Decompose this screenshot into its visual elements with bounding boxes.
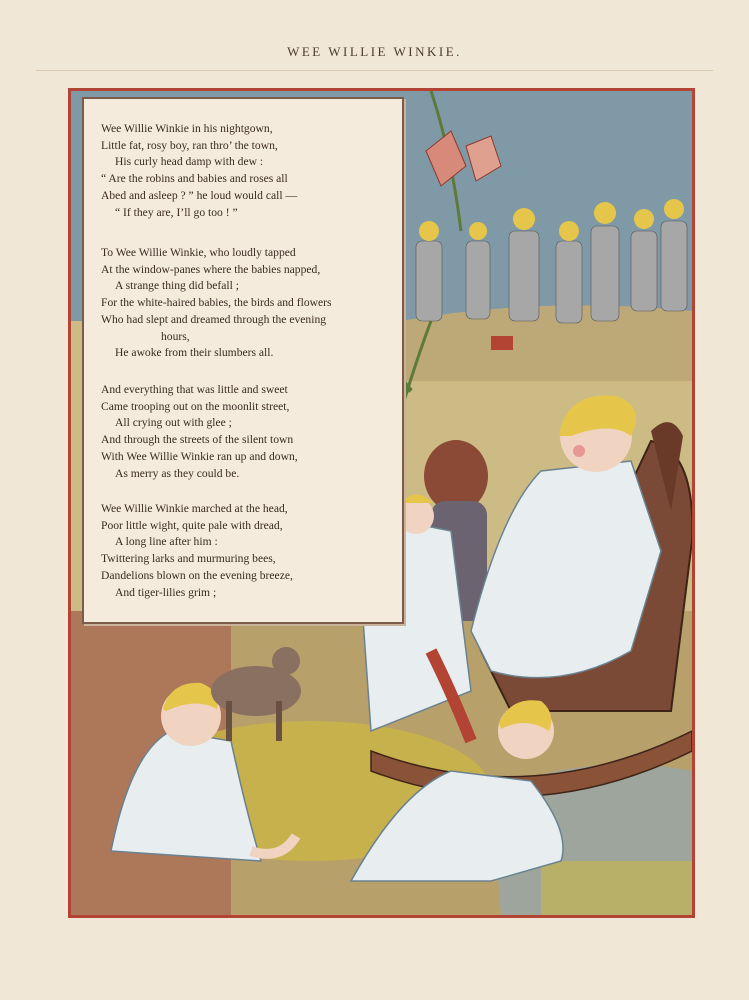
poem-line: And tiger-lilies grim ;	[115, 585, 217, 599]
toy-cart	[491, 336, 513, 350]
poem-line: Twittering larks and murmuring bees,	[101, 552, 276, 566]
poem-line: As merry as they could be.	[115, 466, 240, 480]
poem-line: All crying out with glee ;	[115, 416, 232, 430]
poem-line: And everything that was little and sweet	[101, 383, 288, 396]
poem-line: At the window-panes where the babies napped,	[101, 262, 321, 276]
page-header	[0, 44, 749, 60]
stanza-1	[101, 121, 401, 221]
page-title: WEE WILLIE WINKIE.	[287, 44, 462, 59]
poem-line: His curly head damp with dew :	[115, 155, 264, 169]
stanza-3	[101, 382, 401, 482]
poem-line: hours,	[161, 329, 190, 343]
poem-line: For the white-haired babies, the birds and flowers	[101, 296, 332, 310]
poem-line: Little fat, rosy boy, ran thro’ the town,	[101, 138, 278, 152]
poem-line: Abed and asleep ? ” he loud would call —	[101, 188, 298, 202]
poem-line: A long line after him :	[115, 535, 218, 549]
poem-line: Dandelions blown on the evening breeze,	[101, 568, 293, 582]
poem-line: And through the streets of the silent town	[101, 433, 294, 447]
poem-line: He awoke from their slumbers all.	[115, 346, 274, 360]
poem-line: A strange thing did befall ;	[115, 279, 239, 293]
header-rule	[36, 70, 713, 71]
poem-line: Wee Willie Winkie in his nightgown,	[101, 122, 273, 135]
poem-line: Poor little wight, quite pale with dread,	[101, 518, 283, 532]
poem-line: To Wee Willie Winkie, who loudly tapped	[101, 246, 296, 259]
poem-line: With Wee Willie Winkie ran up and down,	[101, 449, 298, 463]
poem-line: “ If they are, I’ll go too ! ”	[115, 205, 238, 219]
stanza-4	[101, 501, 401, 601]
poem-text-panel	[82, 97, 404, 624]
poem-line: Wee Willie Winkie marched at the head,	[101, 502, 288, 515]
poem-line: “ Are the robins and babies and roses all	[101, 172, 288, 186]
poem-line: Came trooping out on the moonlit street,	[101, 399, 290, 413]
stanza-2	[101, 245, 401, 362]
poem-line: Who had slept and dreamed through the evening	[101, 312, 327, 326]
